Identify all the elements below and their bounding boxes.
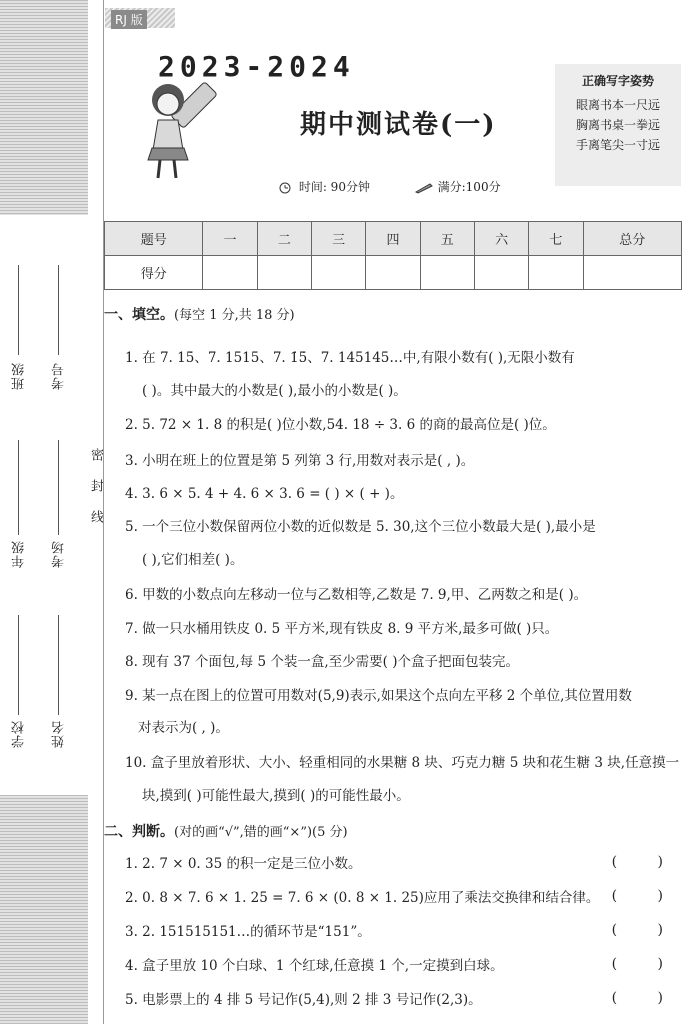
section-heading: 一、填空。(每空 1 分,共 18 分) — [104, 307, 295, 323]
question-line: 块,摸到( )可能性最大,摸到( )的可能性最小。 — [142, 788, 410, 804]
time-info: 时间: 90分钟 — [275, 180, 374, 194]
question-line: ( )。其中最大的小数是( ),最小的小数是( )。 — [142, 383, 407, 399]
table-cell: 得分 — [105, 256, 203, 290]
question-line: 2. 5. 72 × 1. 8 的积是( )位小数,54. 18 ÷ 3. 6 的商的最高位是( )位。 — [125, 417, 556, 433]
exam-year: 2023-2024 — [158, 50, 355, 83]
judgement-item: 5. 电影票上的 4 排 5 号记作(5,4),则 2 排 3 号记作(2,3)。 — [125, 992, 482, 1008]
score-entry-cell[interactable] — [529, 256, 583, 290]
answer-paren[interactable]: ( ) — [611, 888, 681, 904]
question-line: 7. 做一只水桶用铁皮 0. 5 平方米,现有铁皮 8. 9 平方米,最多可做( )只。 — [125, 621, 559, 637]
class-label: 班级 — [12, 362, 27, 390]
score-entry-cell[interactable] — [257, 256, 311, 290]
score-table-header-row — [105, 222, 682, 256]
posture-title: 正确写字姿势 — [581, 74, 654, 88]
judgement-item: 2. 0. 8 × 7. 6 × 1. 25 = 7. 6 × (0. 8 × 1. 25)应用了乘法交换律和结合律。 — [125, 890, 600, 906]
question-line: 对表示为( , )。 — [138, 720, 229, 736]
school-field-line — [18, 615, 19, 715]
table-cell: 五 — [420, 222, 474, 256]
writing-posture-box — [555, 64, 681, 186]
binding-margin — [0, 0, 88, 1024]
pen-icon — [414, 182, 434, 194]
exam-no-field-line — [58, 265, 59, 355]
posture-line: 手离笔尖一寸远 — [575, 138, 660, 152]
exam-info — [275, 178, 541, 195]
name-field-line — [58, 615, 59, 715]
name-label: 姓名 — [52, 720, 67, 748]
table-cell: 题号 — [105, 222, 203, 256]
answer-paren[interactable]: ( ) — [611, 990, 681, 1006]
section-heading: 二、判断。(对的画“√”,错的画“×”)(5 分) — [104, 824, 348, 840]
posture-line: 眼离书本一尺远 — [575, 98, 660, 112]
question-line: 1. 在 7. 15̇、7. 1515、7. 1̇5̇、7. 145145…中,有限小数有( ),无限小数有 — [125, 350, 575, 366]
question-line: 6. 甲数的小数点向左移动一位与乙数相等,乙数是 7. 9,甲、乙两数之和是( )。 — [125, 587, 588, 603]
judgement-item: 1. 2. 7 × 0. 35 的积一定是三位小数。 — [125, 856, 362, 872]
answer-paren[interactable]: ( ) — [611, 956, 681, 972]
score-info: 满分:100分 — [414, 180, 501, 194]
score-entry-cell[interactable] — [312, 256, 366, 290]
table-cell: 六 — [474, 222, 528, 256]
question-line: 5. 一个三位小数保留两位小数的近似数是 5. 30,这个三位小数最大是( ),最小是 — [125, 519, 596, 535]
table-cell: 一 — [203, 222, 257, 256]
table-cell: 四 — [366, 222, 420, 256]
question-line: 10. 盒子里放着形状、大小、轻重相同的水果糖 8 块、巧克力糖 5 块和花生糖 3 块,任意摸一 — [125, 755, 680, 771]
score-table-score-row — [105, 256, 682, 290]
edition-tag: RJ 版 — [105, 8, 175, 28]
exam-room-field-line — [58, 440, 59, 535]
question-line: 3. 小明在班上的位置是第 5 列第 3 行,用数对表示是( , )。 — [125, 453, 475, 469]
score-entry-cell[interactable] — [366, 256, 420, 290]
answer-paren[interactable]: ( ) — [611, 922, 681, 938]
grade-label: 年级 — [12, 540, 27, 568]
grade-field-line — [18, 440, 19, 535]
judgement-item: 3. 2. 151515151…的循环节是“151”。 — [125, 924, 371, 940]
stripe-bottom — [0, 795, 88, 1024]
score-entry-cell[interactable] — [203, 256, 257, 290]
class-field-line — [18, 265, 19, 355]
question-line: 9. 某一点在图上的位置可用数对(5,9)表示,如果这个点向左平移 2 个单位,其位置用数 — [125, 688, 632, 704]
exam-room-label: 考场 — [52, 540, 67, 568]
school-label: 学校 — [12, 720, 27, 748]
exam-title: 期中测试卷(一) — [300, 110, 497, 140]
answer-paren[interactable]: ( ) — [611, 854, 681, 870]
girl-with-pencil-illustration — [140, 78, 220, 183]
question-line: ( ),它们相差( )。 — [142, 552, 244, 568]
score-table — [104, 221, 682, 290]
score-entry-cell[interactable] — [474, 256, 528, 290]
score-entry-cell[interactable] — [420, 256, 474, 290]
judgement-item: 4. 盒子里放 10 个白球、1 个红球,任意摸 1 个,一定摸到白球。 — [125, 958, 504, 974]
table-cell: 三 — [312, 222, 366, 256]
question-line: 4. 3. 6 × 5. 4 + 4. 6 × 3. 6 = ( ) × ( + )。 — [125, 486, 404, 502]
table-cell: 二 — [257, 222, 311, 256]
question-line: 8. 现有 37 个面包,每 5 个装一盒,至少需要( )个盒子把面包装完。 — [125, 654, 520, 670]
seal-line-text: 密封线 — [88, 448, 103, 541]
binding-line — [103, 0, 104, 1024]
table-cell: 总分 — [583, 222, 681, 256]
exam-no-label: 考号 — [52, 362, 67, 390]
score-entry-cell[interactable] — [583, 256, 681, 290]
clock-icon — [275, 182, 295, 194]
table-cell: 七 — [529, 222, 583, 256]
stripe-top — [0, 0, 88, 215]
posture-line: 胸离书桌一拳远 — [575, 118, 660, 132]
